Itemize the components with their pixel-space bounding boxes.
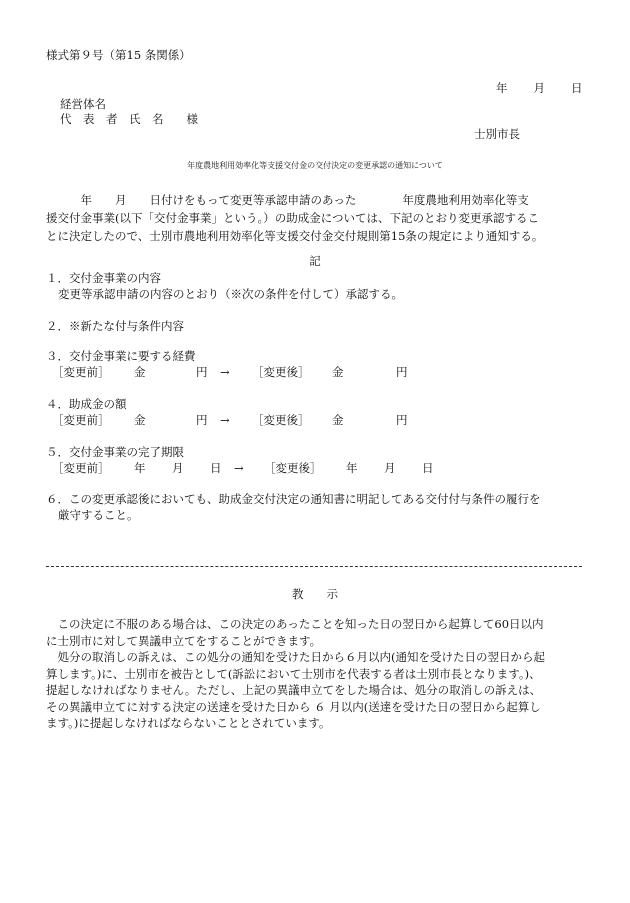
date-year: 年	[496, 81, 508, 95]
intro-line: とに決定したので、士別市農地利用効率化等支援交付金交付規則第15条の規定により通知する。	[46, 229, 544, 243]
before-label: ［変更前］	[52, 365, 110, 379]
item-4-heading: ４．助成金の額	[46, 397, 127, 411]
item-3-heading: ３．交付金事業に要する経費	[46, 349, 196, 363]
addressee-representative: 代 表 者 氏 名 様	[60, 112, 198, 126]
item-2-heading: ２．※新たな付与条件内容	[46, 319, 184, 333]
date-day: 日	[571, 81, 583, 95]
document-title: 年度農地利用効率化等支援交付金の交付決定の変更承認の通知について	[187, 161, 443, 170]
notice-line: 算します。)に、士別市を被告として(訴訟において士別市を代表する者は士別市長となります。)、	[46, 666, 541, 681]
intro-line: 年 月 日付けをもって変更等承認申請のあった 年度農地利用効率化等支	[46, 193, 529, 207]
kyoji-heading: 教 示	[292, 587, 338, 601]
notice-line: 処分の取消しの訴えは、この処分の通知を受けた日から６月以内(通知を受けた日の翌日から起	[46, 650, 545, 664]
date-line	[496, 80, 583, 96]
after-yen: 円	[396, 365, 408, 379]
before-kin: 金	[134, 365, 146, 379]
item-1-body: 変更等承認申請の内容のとおり（※次の条件を付して）承認する。	[58, 287, 403, 301]
after-day: 日	[422, 461, 434, 475]
item-1-heading: １．交付金事業の内容	[46, 271, 161, 285]
after-kin: 金	[332, 413, 344, 427]
before-kin: 金	[134, 413, 146, 427]
notice-line: 提起しなければなりません。ただし、上記の異議申立てをした場合は、処分の取消しの訴えは、	[46, 683, 542, 697]
intro-line: 援交付金事業(以下「交付金事業」という。）の助成金については、下記のとおり変更承認するこ	[46, 211, 540, 225]
arrow: →	[234, 461, 244, 475]
after-year: 年	[346, 461, 358, 475]
notice-line: その異議申立てに対する決定の送達を受けた日から ６ 月以内(送達を受けた日の翌日から起算し	[46, 699, 541, 714]
intro-paragraph	[46, 191, 586, 245]
notice-paragraph	[46, 616, 586, 732]
arrow: →	[220, 365, 230, 379]
arrow: →	[220, 413, 230, 427]
item-6-body: 厳守すること。	[58, 508, 139, 522]
ki-heading: 記	[309, 254, 321, 268]
notice-line: ます。)に提起しなければならないこととされています。	[46, 716, 331, 730]
after-label: ［変更後］	[252, 413, 310, 427]
notice-line: に士別市に対して異議申立てをすることができます。	[46, 633, 322, 648]
dashed-divider	[46, 566, 582, 567]
before-yen: 円	[196, 365, 208, 379]
before-year: 年	[134, 461, 146, 475]
item-6-heading: ６．この変更承認後においても、助成金交付決定の通知書に明記してある交付付与条件の履行を	[46, 492, 541, 506]
before-label: ［変更前］	[52, 413, 110, 427]
addressee-organization: 経営体名	[60, 97, 106, 111]
before-day: 日	[210, 461, 222, 475]
after-yen: 円	[396, 413, 408, 427]
notice-line: この決定に不服のある場合は、この決定のあったことを知った日の翌日から起算して60日以内	[46, 617, 544, 631]
after-label: ［変更後］	[264, 461, 322, 475]
before-label: ［変更前］	[52, 461, 110, 475]
after-month: 月	[384, 461, 396, 475]
after-kin: 金	[332, 365, 344, 379]
date-month: 月	[533, 81, 545, 95]
form-number: 様式第９号（第15 条関係）	[46, 48, 191, 62]
item-5-heading: ５．交付金事業の完了期限	[46, 445, 184, 459]
after-label: ［変更後］	[252, 365, 310, 379]
sender-mayor: 士別市長	[474, 127, 520, 141]
before-month: 月	[172, 461, 184, 475]
before-yen: 円	[196, 413, 208, 427]
